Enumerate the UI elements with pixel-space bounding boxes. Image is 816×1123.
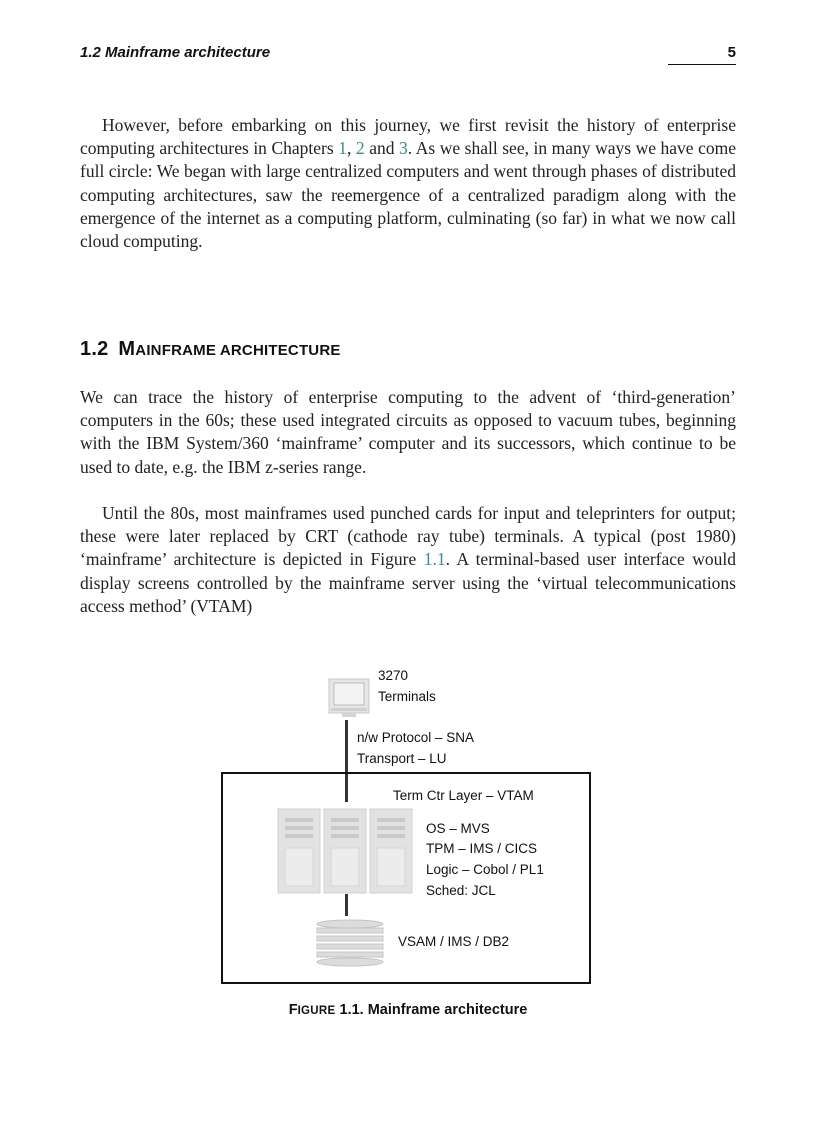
- para2-text-2: . A terminal-based user interface would display screens controlled by the mainframe server using the ‘virtual telecommunications access method’ (VTAM): [80, 549, 737, 616]
- terminal-label-model: 3270: [378, 668, 409, 683]
- page-number: 5: [668, 44, 736, 65]
- chapter-link-3[interactable]: 3: [399, 138, 408, 159]
- stack-os: OS – MVS: [426, 821, 490, 836]
- stack-logic: Logic – Cobol / PL1: [426, 862, 544, 877]
- para2-text-1: Until the 80s, most mainframes used punched cards for input and teleprinters for output; these were later replaced by CRT (cathode ray tube) terminals. A typical (post 1980) ‘mainframe’ architecture is depicted in Figure: [80, 503, 736, 570]
- figure-link[interactable]: 1.1: [423, 549, 446, 570]
- chapter-link-1[interactable]: 1: [338, 138, 347, 159]
- storage-label: VSAM / IMS / DB2: [398, 934, 510, 949]
- section-title-initial: M: [118, 338, 136, 360]
- section-paragraph-2: [80, 502, 736, 618]
- intro-text-1: However, before embarking on this journey, we first revisit the history of enterprise computing architectures in Chapters: [80, 115, 736, 159]
- intro-paragraph: [80, 114, 736, 253]
- caption-initial: F: [288, 1002, 298, 1018]
- section-title-rest: AINFRAME ARCHITECTURE: [135, 342, 341, 359]
- section-heading: [80, 338, 341, 361]
- chapter-link-2[interactable]: 2: [355, 138, 365, 159]
- caption-rest: 1.1. Mainframe architecture: [335, 1002, 528, 1018]
- stack-tpm: TPM – IMS / CICS: [426, 841, 538, 856]
- section-number: 1.2: [80, 338, 109, 360]
- section-paragraph-1: We can trace the history of enterprise computing to the advent of ‘third-generation’ computers in the 60s; these used integrated circuits as opposed to vacuum tubes, beginning with the IBM System/360 ‘mainframe’ computer and its successors, which continue to be used to date, e.g. the IBM z-series range.: [80, 387, 736, 477]
- storage-link-line: [345, 894, 348, 916]
- intro-sep-2: and: [364, 138, 400, 159]
- storage-disk-icon: [315, 918, 385, 968]
- running-title: 1.2 Mainframe architecture: [80, 44, 271, 61]
- mainframe-server-icon: [277, 808, 413, 894]
- protocol-label: n/w Protocol – SNA: [357, 730, 475, 745]
- figure-caption: [0, 1002, 816, 1018]
- intro-text-2: . As we shall see, in many ways we have come full circle: We began with large centralized computers and went through phases of distributed computing architectures, saw the reemergence of a centralized paradigm along with the emergence of the internet as a computing platform, culminating (so far) in what we now call cloud computing.: [80, 138, 736, 252]
- terminal-icon: [328, 678, 370, 720]
- caption-smallcaps: IGURE: [297, 1005, 336, 1017]
- stack-sched: Sched: JCL: [426, 883, 496, 898]
- terminal-label-type: Terminals: [378, 689, 436, 704]
- term-ctr-label: Term Ctr Layer – VTAM: [393, 788, 534, 803]
- transport-label: Transport – LU: [357, 751, 447, 766]
- intro-sep-1: ,: [346, 138, 356, 159]
